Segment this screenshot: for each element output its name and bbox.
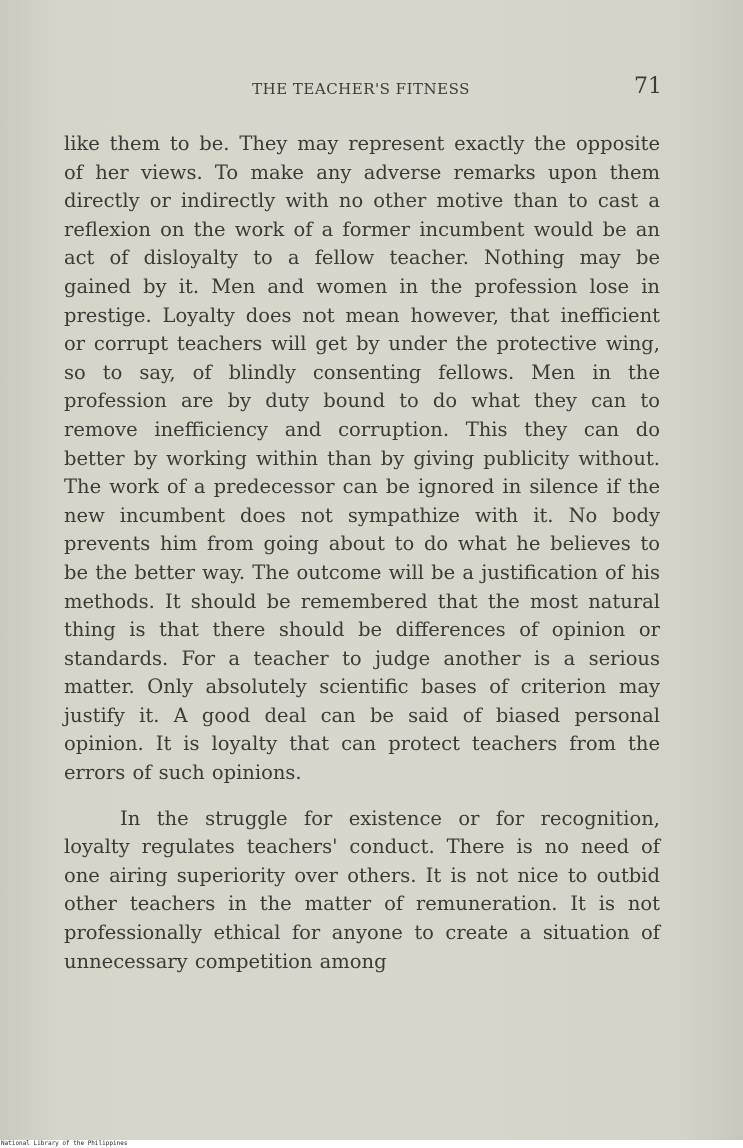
body-text [64,130,660,976]
footer-strip [0,1140,743,1148]
page-number: 71 [634,74,662,99]
paragraph-1: like them to be. They may represent exactly the opposite of her views. To make any adverse remarks upon them directly or indirectly with no other motive than to cast a reflexion on the work of a former incumbent would be an act of disloyalty to a fellow teacher. Nothing may be gained by it. Men and women in the profession lose in prestige. Loyalty does not mean however, that inefficient or corrupt teachers will get by under the protective wing, so to say, of blindly consenting fellows. Men in the profession are by duty bound to do what they can to remove inefficiency and corruption. This they can do better by working within than by giving publicity without. The work of a predecessor can be ignored in silence if the new incumbent does not sympathize with it. No body prevents him from going about to do what he believes to be the better way. The outcome will be a justification of his methods. It should be remembered that the most natural thing is that there should be differences of opinion or standards. For a teacher to judge another is a serious matter. Only absolutely scientific bases of criterion may justify it. A good deal can be said of biased personal opinion. It is loyalty that can protect teachers from the errors of such opinions. [64,132,660,785]
running-title: THE TEACHER'S FITNESS [252,80,470,98]
page-header [60,74,662,106]
paragraph-2: In the struggle for existence or for recognition, loyalty regulates teachers' conduct. There is no need of one airing superiority over others. It is not nice to outbid other teachers in the matter of remuneration. It is not professionally ethical for anyone to create a situation of unnecessary competition among [64,806,660,973]
library-credit: National Library of the Philippines [1,1140,128,1147]
